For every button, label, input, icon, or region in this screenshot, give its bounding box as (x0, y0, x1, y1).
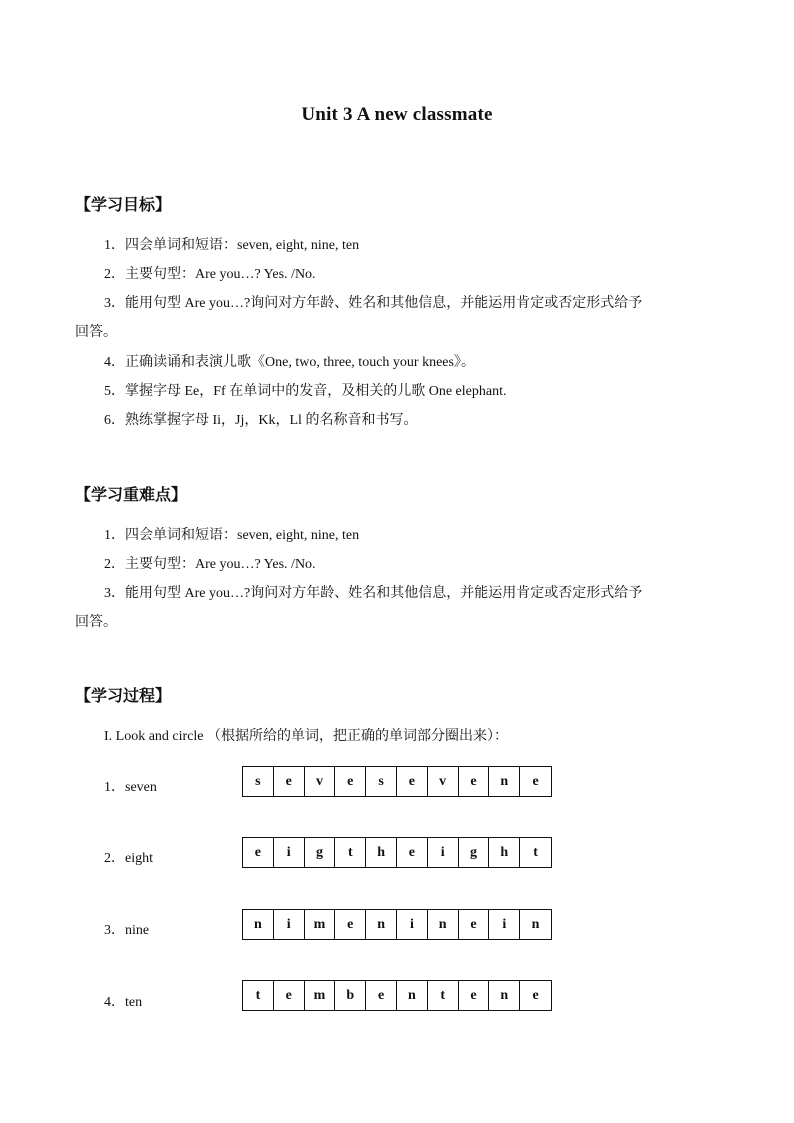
key-point-item: 1．四会单词和短语：seven, eight, nine, ten (104, 528, 360, 543)
letter-grid (242, 980, 552, 1011)
objective-item: 4．正确读诵和表演儿歌《One, two, three, touch your knees》。 (104, 355, 475, 370)
letter-cell[interactable]: e (459, 981, 490, 1010)
page-title: Unit 3 A new classmate (301, 104, 493, 125)
letter-cell[interactable]: t (243, 981, 274, 1010)
letter-cell[interactable]: e (459, 910, 490, 939)
letter-cell[interactable]: n (489, 767, 520, 796)
letter-cell[interactable]: b (335, 981, 366, 1010)
letter-cell[interactable]: v (305, 767, 336, 796)
letter-cell[interactable]: i (274, 910, 305, 939)
letter-cell[interactable]: e (397, 838, 428, 867)
letter-cell[interactable]: e (459, 767, 490, 796)
letter-cell[interactable]: e (274, 981, 305, 1010)
letter-cell[interactable]: g (459, 838, 490, 867)
exercise-word-label: 1．seven (104, 780, 157, 795)
letter-cell[interactable]: e (532, 773, 539, 789)
key-point-item-continuation: 回答。 (75, 615, 117, 630)
letter-cell[interactable]: t (335, 838, 366, 867)
letter-cell[interactable]: n (531, 916, 540, 932)
letter-cell[interactable]: n (366, 910, 397, 939)
objective-item: 5．掌握字母 Ee，Ff 在单词中的发音，及相关的儿歌 One elephant. (104, 384, 507, 399)
letter-cell[interactable]: i (397, 910, 428, 939)
letter-cell[interactable]: e (532, 987, 539, 1003)
letter-cell[interactable]: e (366, 981, 397, 1010)
letter-cell[interactable]: t (428, 981, 459, 1010)
letter-cell[interactable]: m (305, 981, 336, 1010)
objective-item-continuation: 回答。 (75, 325, 117, 340)
letter-cell[interactable]: e (243, 838, 274, 867)
letter-cell[interactable]: h (366, 838, 397, 867)
letter-cell[interactable]: e (335, 910, 366, 939)
letter-cell[interactable]: i (274, 838, 305, 867)
letter-cell[interactable]: e (274, 767, 305, 796)
letter-cell[interactable]: n (243, 910, 274, 939)
letter-cell[interactable]: m (305, 910, 336, 939)
letter-cell[interactable]: t (533, 844, 538, 860)
letter-grid (242, 766, 552, 797)
exercise-word-label: 3．nine (104, 923, 150, 938)
objective-item: 1．四会单词和短语：seven, eight, nine, ten (104, 238, 360, 253)
key-point-item: 3．能用句型 Are you…?询问对方年龄、姓名和其他信息，并能运用肯定或否定形式给予 (104, 586, 643, 601)
letter-cell[interactable]: h (489, 838, 520, 867)
letter-cell[interactable]: n (428, 910, 459, 939)
letter-grid (242, 909, 552, 940)
letter-cell[interactable]: i (489, 910, 520, 939)
letter-grid (242, 837, 552, 868)
letter-cell[interactable]: v (428, 767, 459, 796)
objective-item: 3．能用句型 Are you…?询问对方年龄、姓名和其他信息，并能运用肯定或否定形式给予 (104, 296, 643, 311)
process-heading: 【学习过程】 (75, 686, 172, 705)
key-points-heading: 【学习重难点】 (75, 485, 188, 504)
letter-cell[interactable]: s (366, 767, 397, 796)
letter-cell[interactable]: s (243, 767, 274, 796)
letter-cell[interactable]: e (397, 767, 428, 796)
exercise-word-label: 4．ten (104, 995, 143, 1010)
objective-item: 2．主要句型：Are you…? Yes. /No. (104, 267, 316, 282)
letter-cell[interactable]: n (397, 981, 428, 1010)
letter-cell[interactable]: e (335, 767, 366, 796)
exercise-word-label: 2．eight (104, 851, 153, 866)
objectives-heading: 【学习目标】 (75, 195, 172, 214)
letter-cell[interactable]: g (305, 838, 336, 867)
exercise-instruction: I. Look and circle （根据所给的单词，把正确的单词部分圈出来）： (104, 729, 509, 744)
key-point-item: 2．主要句型：Are you…? Yes. /No. (104, 557, 316, 572)
letter-cell[interactable]: i (428, 838, 459, 867)
letter-cell[interactable]: n (489, 981, 520, 1010)
objective-item: 6．熟练掌握字母 Ii，Jj，Kk，Ll 的名称音和书写。 (104, 413, 418, 428)
